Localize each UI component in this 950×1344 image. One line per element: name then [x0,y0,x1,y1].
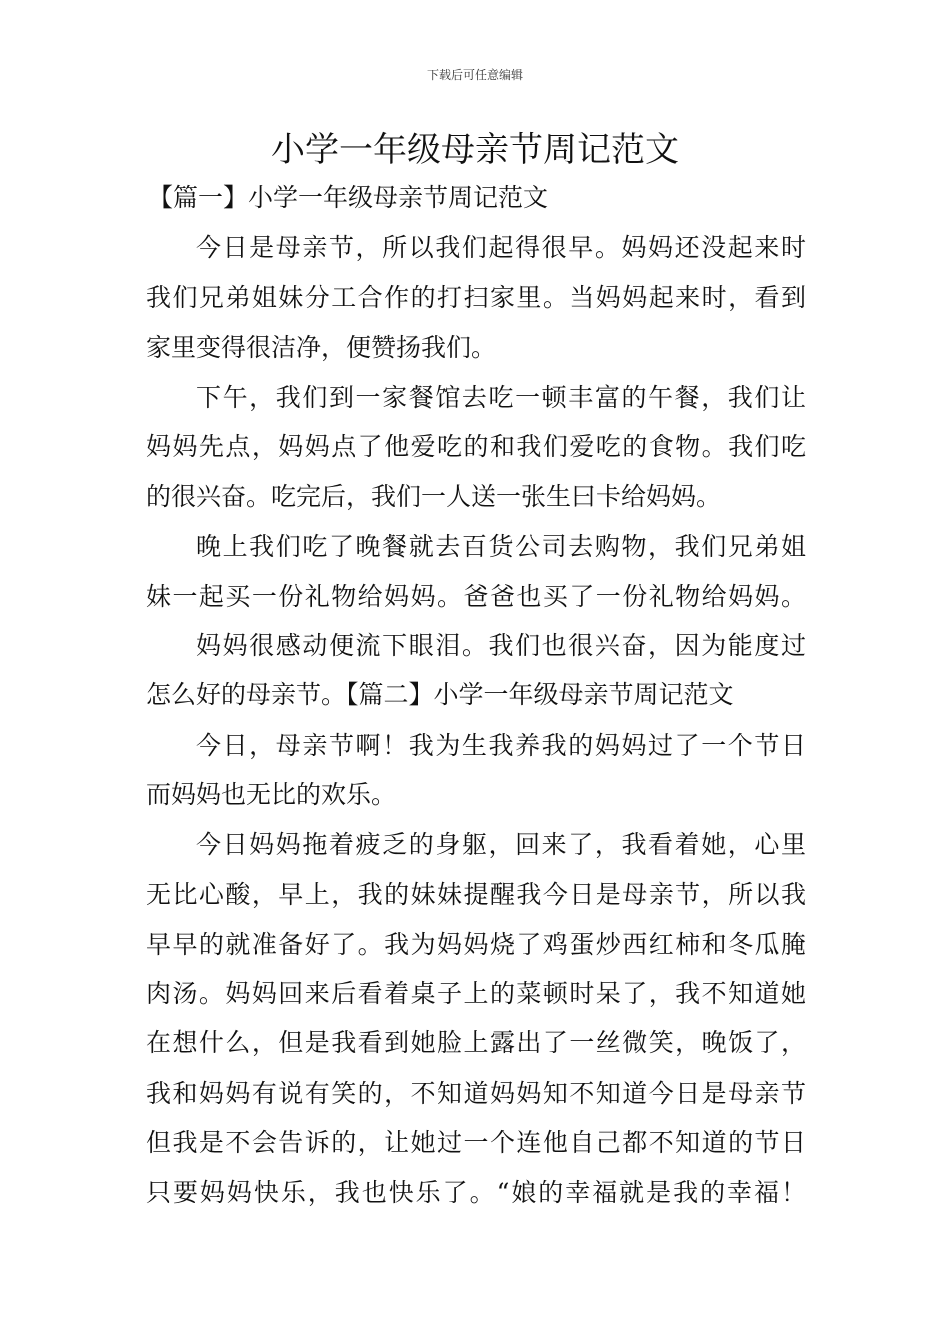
text-line: 我们兄弟姐妹分工合作的打扫家里。当妈妈起来时，看到 [146,283,806,312]
header-note: 下载后可任意编辑 [426,68,523,82]
text-line: 的很兴奋。吃完后，我们一人送一张生曰卡给妈妈。 [146,482,722,511]
text-line: 只要妈妈快乐，我也快乐了。“娘的幸福就是我的幸福！ [146,1178,806,1207]
text-line: 妹一起买一份礼物给妈妈。爸爸也买了一份礼物给妈妈。 [146,582,806,611]
text-line: 家里变得很洁净，便赞扬我们。 [146,333,497,362]
section-one-label: 【篇一】小学一年级母亲节周记范文 [148,183,549,212]
text-line: 妈妈很感动便流下眼泪。我们也很兴奋，因为能度过 [196,631,806,660]
text-line: 在想什么，但是我看到她脸上露出了一丝微笑，晚饭了， [146,1028,806,1057]
document-title: 小学一年级母亲节周记范文 [271,130,679,170]
text-line: 晚上我们吃了晚餐就去百货公司去购物，我们兄弟姐 [196,532,806,561]
text-line: 早早的就准备好了。我为妈妈烧了鸡蛋炒西红柿和冬瓜腌 [146,930,806,959]
text-line: 下午，我们到一家餐馆去吃一顿丰富的午餐，我们让 [196,383,806,412]
text-line: 妈妈先点，妈妈点了他爱吃的和我们爱吃的食物。我们吃 [146,432,806,461]
text-line: 今日是母亲节，所以我们起得很早。妈妈还没起来时 [196,233,806,262]
text-line: 怎么好的母亲节。【篇二】小学一年级母亲节周记范文 [146,680,734,709]
text-line: 肉汤。妈妈回来后看着桌子上的菜顿时呆了，我不知道她 [146,979,806,1008]
text-line: 而妈妈也无比的欢乐。 [146,780,397,809]
text-line: 今日妈妈拖着疲乏的身躯，回来了，我看着她，心里 [196,830,806,859]
text-line: 我和妈妈有说有笑的，不知道妈妈知不知道今日是母亲节 [146,1079,806,1108]
text-line: 无比心酸，早上，我的妹妹提醒我今日是母亲节，所以我 [146,880,806,909]
text-line: 但我是不会告诉的，让她过一个连他自己都不知道的节日 [146,1128,806,1157]
text-line: 今日，母亲节啊！我为生我养我的妈妈过了一个节日 [196,731,806,760]
